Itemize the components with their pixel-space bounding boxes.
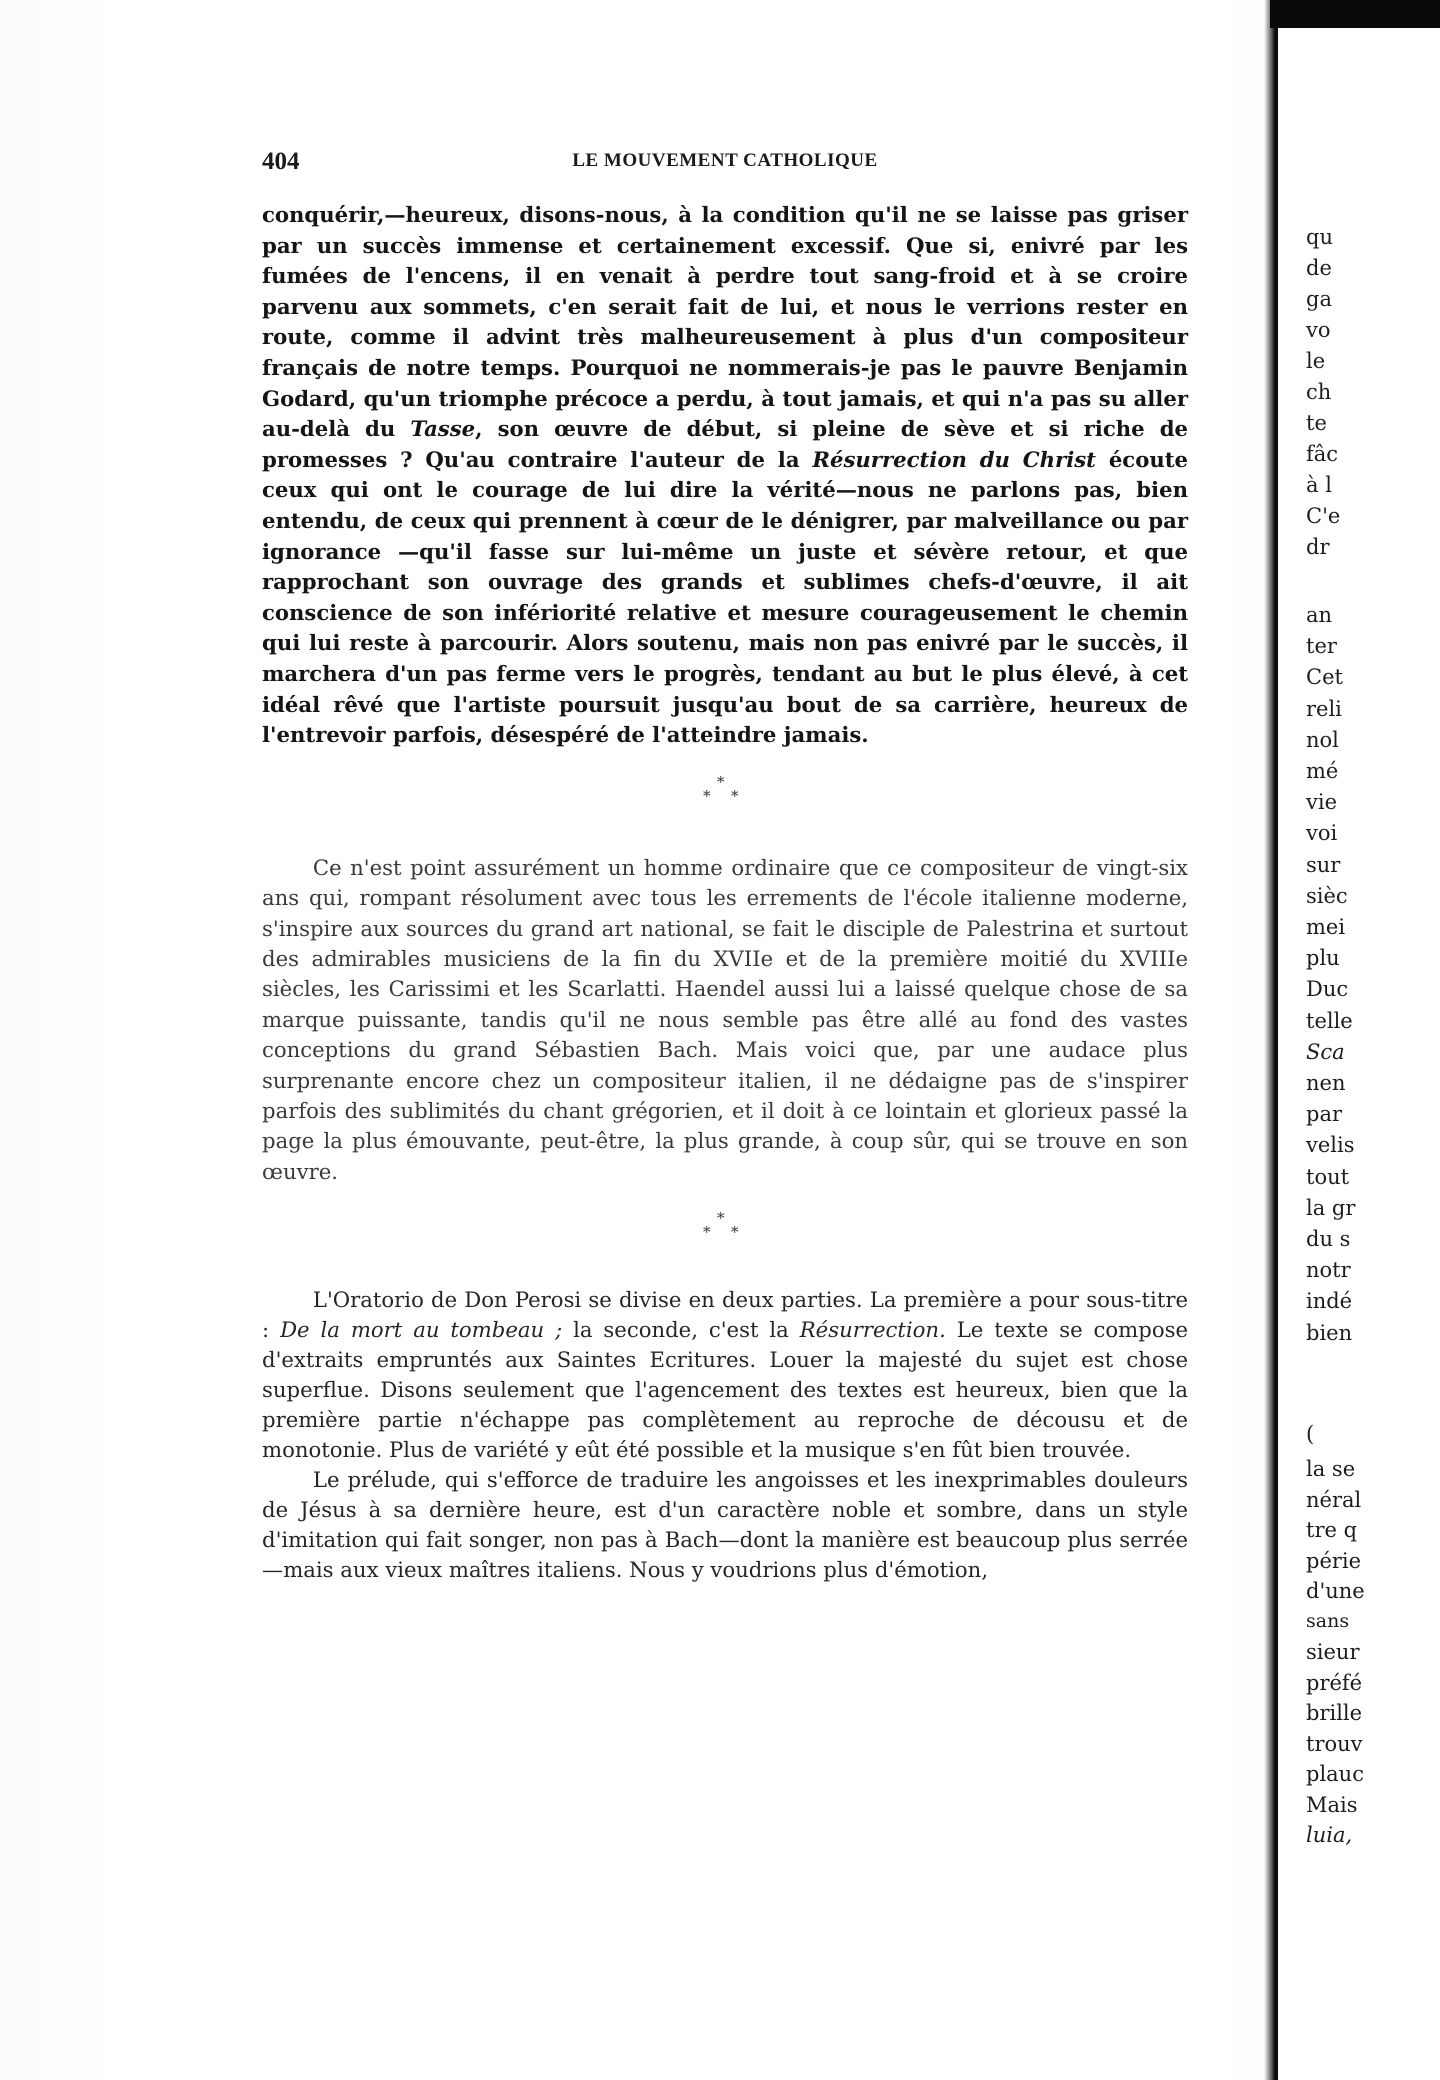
facing-page-line: d'une: [1306, 1579, 1365, 1603]
paragraph-oratorio: [262, 1285, 1188, 1465]
facing-page-line: plauc: [1306, 1762, 1364, 1786]
asterism-star: *: [703, 1223, 711, 1242]
facing-page-line: par: [1306, 1102, 1343, 1127]
facing-page-line: telle: [1306, 1008, 1353, 1033]
facing-page-line: sièc: [1306, 883, 1348, 908]
facing-page-line: du s: [1306, 1227, 1351, 1251]
section-asterism: [262, 763, 1188, 825]
facing-page-line: qu: [1306, 225, 1333, 249]
asterism-star: *: [731, 1223, 739, 1242]
facing-page-edge: [1278, 0, 1440, 2080]
facing-page-line: sur: [1306, 852, 1341, 877]
facing-page-line: notr: [1306, 1258, 1351, 1283]
facing-page-line: Mais: [1306, 1792, 1358, 1817]
facing-page-line: mé: [1306, 759, 1339, 783]
facing-page-line: Duc: [1306, 977, 1349, 1002]
facing-page-line: sans: [1306, 1609, 1350, 1632]
asterism-star: *: [731, 786, 739, 805]
paragraph-composer: Ce n'est point assurément un homme ordinaire que ce compositeur de vingt-six ans qui, rompant résolument avec tous les errements de l'école italienne moderne, s'inspire aux sources du grand art national, se fait le disciple de Palestrina et surtout des admirables musiciens de la fin du XVIIe et de la première moitié du XVIIIe siècles, les Carissimi et les Scarlatti. Haendel aussi lui a laissé quelque chose de sa marque puissante, tandis qu'il ne nous semble pas être allé au fond des vastes conceptions du grand Sébastien Bach. Mais voici que, par une audace plus surprenante encore chez un compositeur italien, il ne dédaigne pas de s'inspirer parfois des sublimités du chant grégorien, et il doit à ce lointain et glorieux passé la page la plus émouvante, peut-être, la plus grande, à coup sûr, qui se trouve en son œuvre.: [262, 854, 1188, 1184]
running-title: LE MOUVEMENT CATHOLIQUE: [572, 150, 878, 171]
italic-subtitle: Résurrection.: [799, 1317, 946, 1343]
facing-page-line: te: [1306, 411, 1327, 435]
facing-page-line: dr: [1306, 535, 1330, 559]
text-run: Le texte se compose d'extraits empruntés aux Saintes Ecritures. Louer la majesté du sujet est chose superflue. Disons seulement que l'agencement des textes est heureux, bien que la première partie n'échappe pas complètement au reproche de décousu et de monotonie. Plus de variété y eût été possible et la musique s'en fût bien trouvée.: [262, 1317, 1188, 1463]
text-run: écoute ceux qui ont le courage de lui dire la vérité—nous ne parlons pas, bien entendu, de ceux qui prennent à cœur de le dénigrer, par malveillance ou par ignorance —qu'il fasse sur lui-même un juste et sévère retour, et que rapprochant son ouvrage des grands et sublimes chefs-d'œuvre, il ait conscience de son infériorité relative et mesure courageusement le chemin qui lui reste à parcourir. Alors soutenu, mais non pas enivré par le succès, il marchera d'un pas ferme vers le progrès, tendant au but le plus élevé, à cet idéal rêvé que l'artiste poursuit jusqu'au bout de sa carrière, heureux de l'entrevoir parfois, désespéré de l'atteindre jamais.: [262, 446, 1189, 748]
facing-page-line: ga: [1306, 287, 1332, 311]
facing-page-line: sieur: [1306, 1640, 1360, 1664]
facing-page-line: an: [1306, 603, 1333, 627]
facing-page-line: fâc: [1306, 442, 1339, 466]
facing-page-line: préfé: [1306, 1670, 1363, 1695]
facing-page-line: indé: [1306, 1289, 1353, 1314]
text-run: conquérir,—heureux, disons-nous, à la condition qu'il ne se laisse pas griser par un succès immense et certainement excessif. Que si, enivré par les fumées de l'encens, il en venait à perdre tout sang-froid et à se croire parvenu aux sommets, c'en serait fait de lui, et nous le verrions rester en route, comme il advint très malheureusement à plus d'un compositeur français de notre temps. Pourquoi ne nommerais-je pas le pauvre Benjamin Godard, qu'un triomphe précoce a perdu, à tout jamais, et qui n'a pas su aller au-delà du: [262, 202, 1188, 442]
italic-subtitle: De la mort au tombeau ;: [280, 1317, 563, 1343]
facing-page-line: tout: [1306, 1164, 1350, 1189]
facing-page-line: tre q: [1306, 1518, 1358, 1542]
facing-page-line: velis: [1306, 1133, 1355, 1158]
section-asterism: [262, 1199, 1188, 1261]
paragraph-prelude: Le prélude, qui s'efforce de traduire les angoisses et les inexprimables douleurs de Jésus à sa dernière heure, est d'un caractère noble et sombre, dans un style d'imitation qui fait songer, non pas à Bach—dont la manière est beaucoup plus serrée—mais aux vieux maîtres italiens. Nous y voudrions plus d'émotion,: [262, 1467, 1188, 1583]
asterism-star: *: [703, 786, 711, 805]
facing-page-line: mei: [1306, 915, 1346, 939]
paragraph-continuation: [262, 200, 1188, 751]
asterism-star: *: [717, 772, 725, 791]
facing-page-line: bien: [1306, 1320, 1353, 1345]
running-header: [262, 140, 1188, 180]
book-page: [262, 140, 1188, 1585]
scan-shadow: [1270, 0, 1440, 28]
facing-page-line: plu: [1306, 946, 1340, 971]
page-number: 404: [262, 148, 300, 175]
facing-page-line: de: [1306, 256, 1332, 280]
facing-page-line: voi: [1306, 821, 1338, 846]
facing-page-line: périe: [1306, 1548, 1362, 1573]
facing-page-line: Cet: [1306, 665, 1343, 690]
italic-title: Tasse: [410, 416, 476, 442]
italic-title: Résurrection du Christ: [812, 446, 1096, 472]
facing-page-line: le: [1306, 349, 1326, 373]
facing-page-line: la gr: [1306, 1195, 1356, 1220]
facing-page-line: la se: [1306, 1457, 1356, 1481]
facing-page-line: luia,: [1306, 1823, 1353, 1847]
facing-page-line: reli: [1306, 696, 1342, 721]
facing-page-line: vo: [1306, 318, 1331, 342]
facing-page-line: à l: [1306, 473, 1332, 497]
facing-page-line: C'e: [1306, 504, 1341, 528]
facing-page-line: Sca: [1306, 1039, 1345, 1064]
facing-page-line: ter: [1306, 634, 1337, 659]
facing-page-line: néral: [1306, 1487, 1362, 1512]
facing-page-line: nen: [1306, 1071, 1346, 1095]
text-run: la seconde, c'est la: [562, 1317, 800, 1343]
facing-page-line: vie: [1306, 790, 1338, 815]
facing-page-line: nol: [1306, 727, 1339, 752]
asterism-star: *: [717, 1209, 725, 1228]
facing-page-line: ch: [1306, 380, 1332, 404]
facing-page-line: trouv: [1306, 1731, 1363, 1756]
facing-page-line: (: [1306, 1422, 1315, 1446]
text-run: , son œuvre de début, si pleine de sève et si riche de promesses ? Qu'au contraire l'auteur de la: [262, 416, 1188, 472]
facing-page-line: brille: [1306, 1701, 1363, 1725]
text-run: L'Oratorio de Don Perosi se divise en deux parties. La première a pour sous-titre :: [262, 1287, 1188, 1343]
